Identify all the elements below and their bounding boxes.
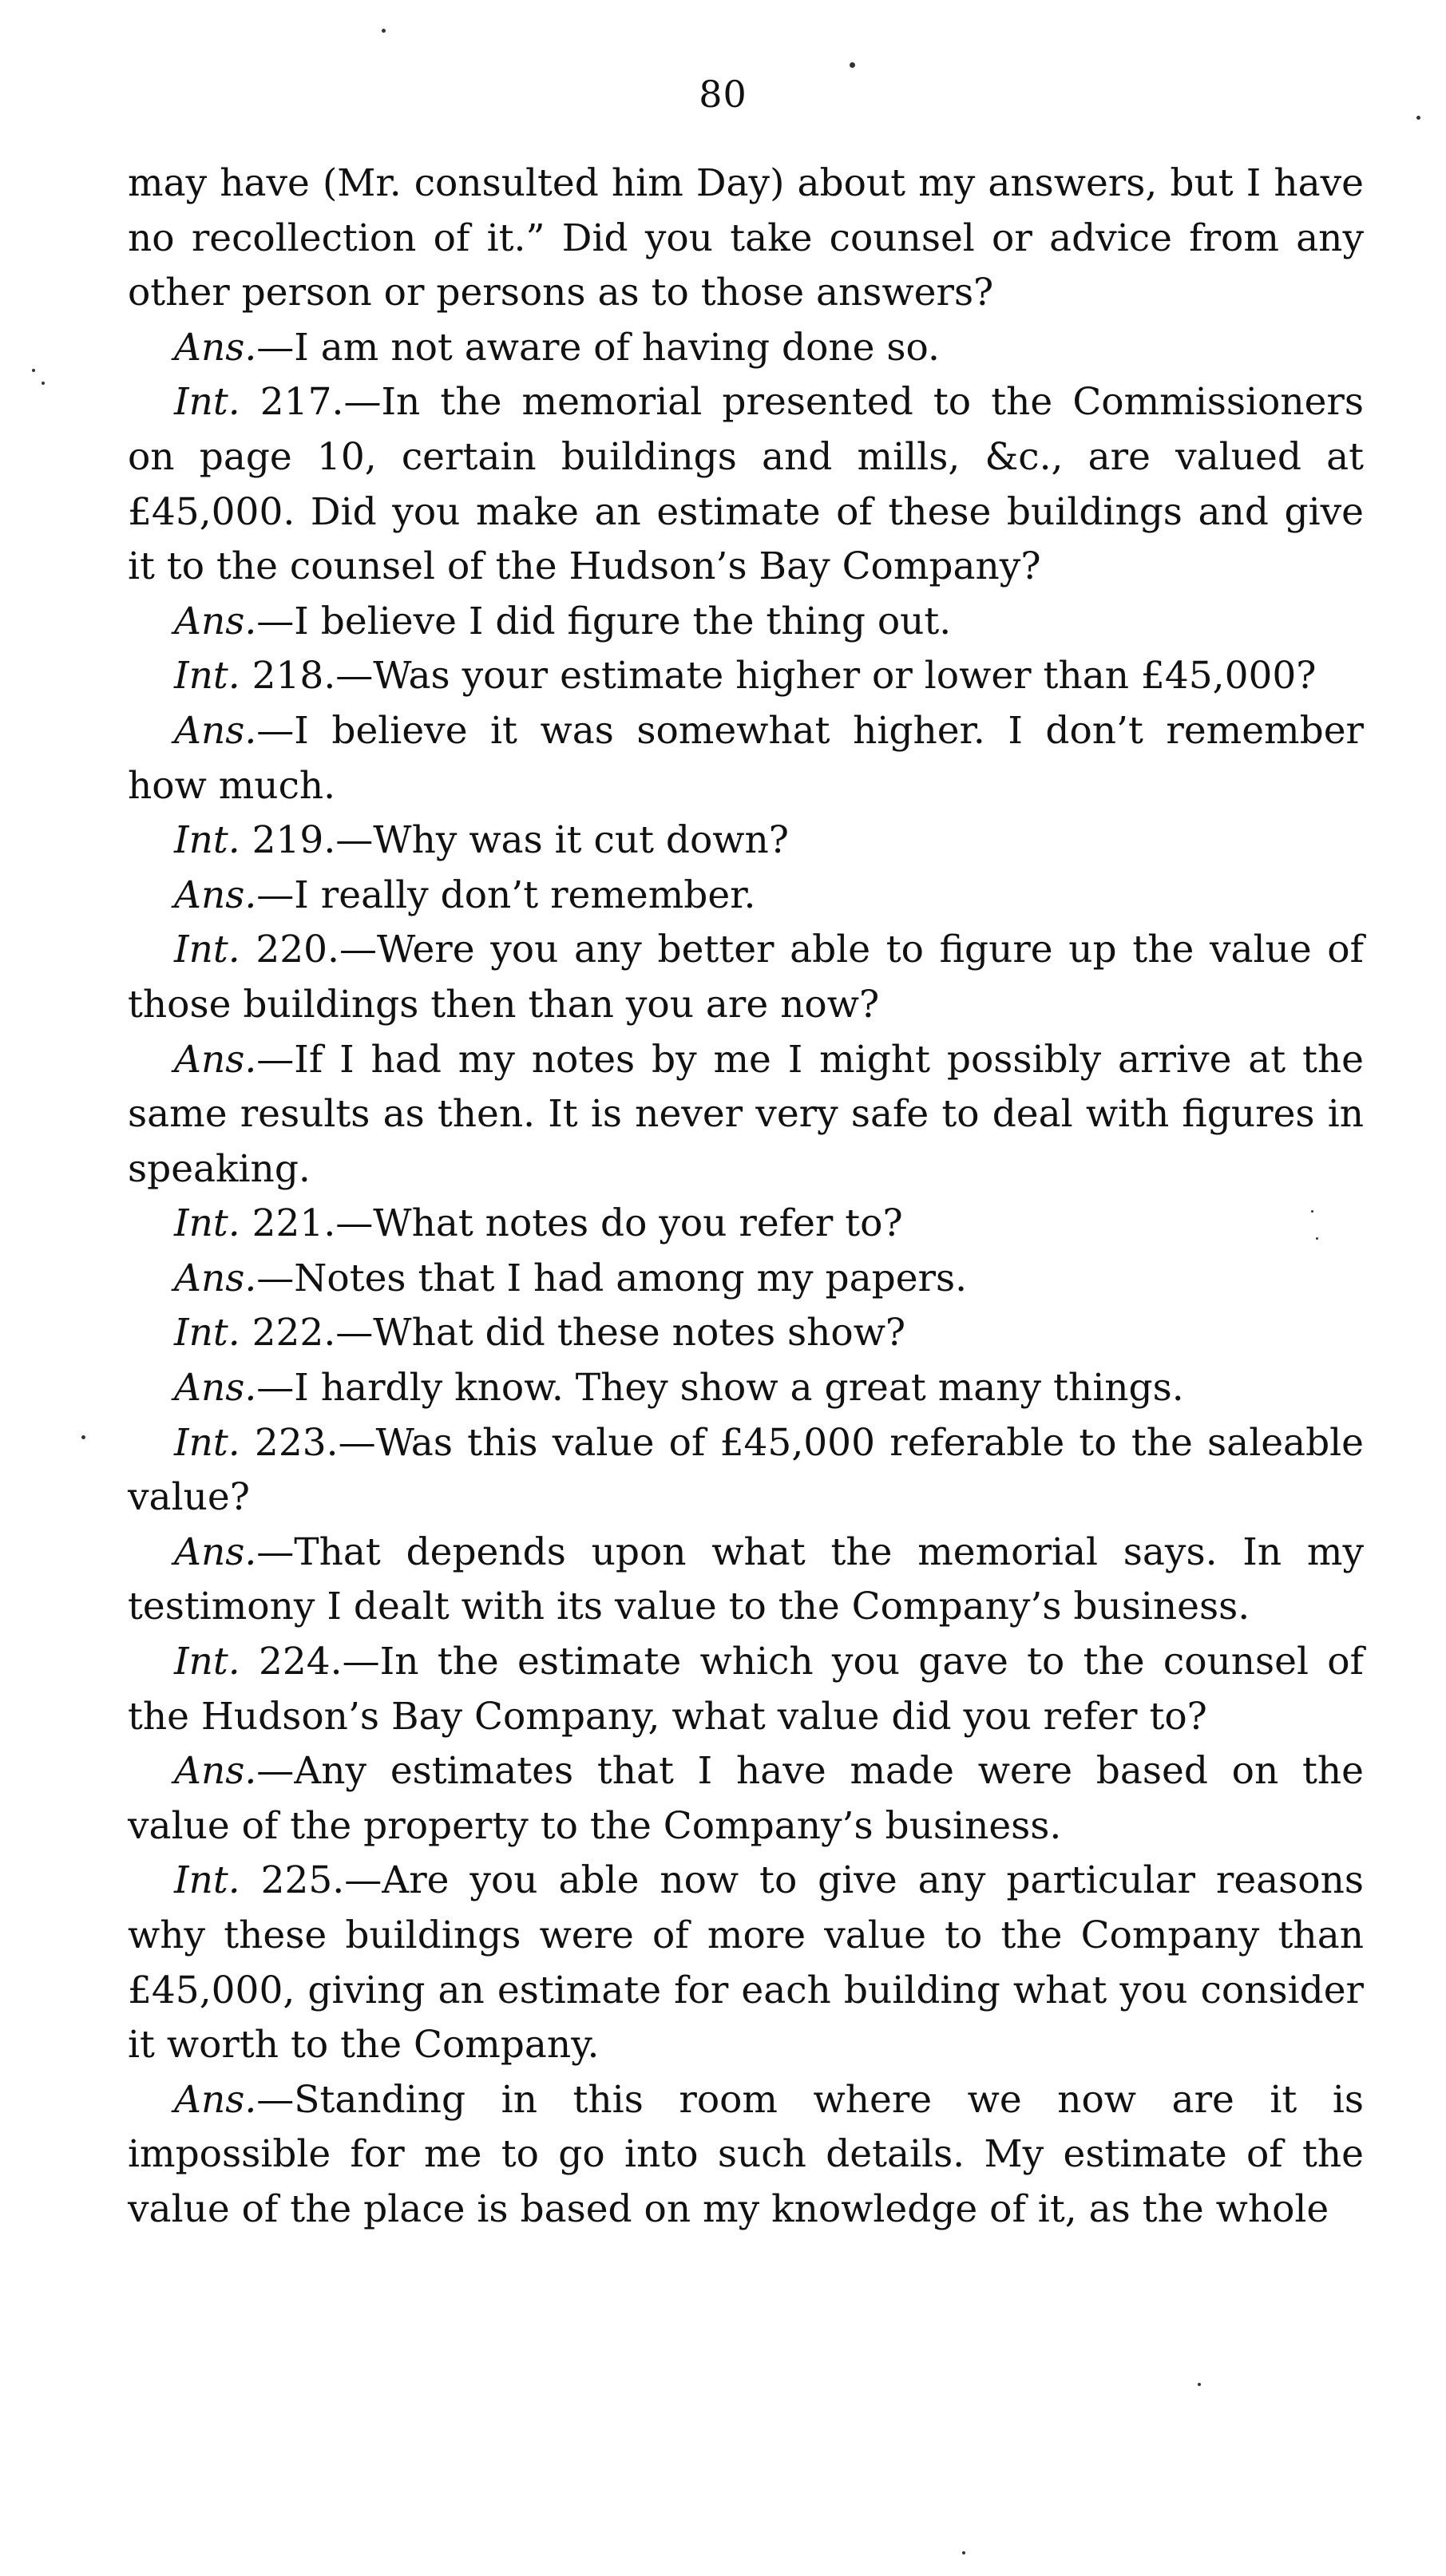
interrogatory-label: Int.	[174, 654, 240, 698]
answer-label: Ans.	[174, 1366, 257, 1411]
interrogatory-text: 220.—Were you any better able to figure up the value of those buildings then than you are now?	[128, 928, 1364, 1027]
answer-paragraph	[128, 595, 1364, 650]
interrogatory-text: 223.—Was this value of £45,000 referable to the saleable value?	[128, 1420, 1364, 1520]
answer-text: —Standing in this room where we now are it is impossible for me to go into such details. My estimate of the value of the place is based on my knowledge of it, as the whole	[128, 2077, 1364, 2231]
answer-label: Ans.	[174, 708, 257, 753]
answer-label: Ans.	[174, 599, 257, 643]
answer-label: Ans.	[174, 1256, 257, 1300]
interrogatory-paragraph	[128, 1306, 1364, 1361]
interrogatory-text: 217.—In the memorial presented to the Commissioners on page 10, certain buildings and mills, &c., are valued at £45,000. Did you make an estimate of these buildings and give it to the counsel of the Hudson’s Bay Company?	[128, 380, 1364, 589]
scan-speck	[382, 29, 386, 33]
interrogatory-label: Int.	[174, 1858, 240, 1903]
interrogatory-paragraph	[128, 1854, 1364, 2072]
answer-label: Ans.	[174, 1749, 257, 1794]
scan-speck	[962, 2551, 965, 2554]
scan-speck	[1198, 2383, 1201, 2386]
paragraph-text: may have (Mr. consulted him Day) about my answers, but I have no recollection of it.” Did you take counsel or advice from any other person or persons as to those answers?	[128, 161, 1364, 315]
answer-text: —Any estimates that I have made were based on the value of the property to the Company’s business.	[128, 1749, 1364, 1848]
interrogatory-text: 221.—What notes do you refer to?	[240, 1201, 903, 1246]
answer-paragraph	[128, 869, 1364, 924]
answer-label: Ans.	[174, 2077, 257, 2122]
interrogatory-paragraph	[128, 1416, 1364, 1525]
interrogatory-text: 224.—In the estimate which you gave to the counsel of the Hudson’s Bay Company, what value did you refer to?	[128, 1640, 1364, 1739]
answer-text: —That depends upon what the memorial says. In my testimony I dealt with its value to the Company’s business.	[128, 1529, 1364, 1629]
scan-speck	[81, 1435, 85, 1439]
interrogatory-text: 219.—Why was it cut down?	[240, 818, 790, 863]
interrogatory-text: 222.—What did these notes show?	[240, 1311, 906, 1355]
paragraph	[128, 156, 1364, 321]
answer-label: Ans.	[174, 1037, 257, 1082]
scan-speck	[1316, 1237, 1318, 1240]
answer-paragraph	[128, 321, 1364, 376]
interrogatory-paragraph	[128, 1635, 1364, 1744]
answer-label: Ans.	[174, 1529, 257, 1574]
answer-paragraph	[128, 2073, 1364, 2238]
interrogatory-text: 218.—Was your estimate higher or lower than £45,000?	[240, 654, 1317, 698]
scan-speck	[1311, 1210, 1313, 1213]
interrogatory-paragraph	[128, 923, 1364, 1032]
answer-paragraph	[128, 1744, 1364, 1854]
answer-paragraph	[128, 1033, 1364, 1197]
interrogatory-label: Int.	[174, 1640, 240, 1684]
answer-label: Ans.	[174, 873, 257, 917]
answer-text: —If I had my notes by me I might possibly arrive at the same results as then. It is never very safe to deal with figures in speaking.	[128, 1037, 1364, 1191]
interrogatory-label: Int.	[174, 1311, 240, 1355]
interrogatory-label: Int.	[174, 380, 240, 425]
scan-speck	[42, 382, 45, 385]
scan-speck	[32, 369, 35, 372]
interrogatory-paragraph	[128, 1197, 1364, 1252]
answer-paragraph	[128, 704, 1364, 813]
interrogatory-label: Int.	[174, 928, 240, 972]
interrogatory-paragraph	[128, 649, 1364, 704]
interrogatory-label: Int.	[174, 1201, 240, 1246]
answer-text: —I am not aware of having done so.	[256, 325, 940, 370]
interrogatory-paragraph	[128, 375, 1364, 594]
answer-paragraph	[128, 1252, 1364, 1307]
scan-speck	[1416, 116, 1420, 120]
interrogatory-label: Int.	[174, 1420, 240, 1465]
body-text	[128, 156, 1364, 2238]
answer-paragraph	[128, 1525, 1364, 1635]
interrogatory-paragraph	[128, 813, 1364, 869]
interrogatory-text: 225.—Are you able now to give any particular reasons why these buildings were of more value to the Company than £45,000, giving an estimate for each building what you consider it worth to the Company.	[128, 1858, 1364, 2068]
answer-paragraph	[128, 1361, 1364, 1416]
page-number: 80	[699, 73, 747, 116]
answer-text: —I hardly know. They show a great many things.	[256, 1366, 1184, 1411]
answer-label: Ans.	[174, 325, 257, 370]
answer-text: —Notes that I had among my papers.	[256, 1256, 968, 1300]
interrogatory-label: Int.	[174, 818, 240, 863]
answer-text: —I believe I did figure the thing out.	[256, 599, 952, 643]
answer-text: —I really don’t remember.	[256, 873, 756, 917]
scan-speck	[850, 62, 855, 68]
answer-text: —I believe it was somewhat higher. I don’t remember how much.	[128, 708, 1364, 808]
